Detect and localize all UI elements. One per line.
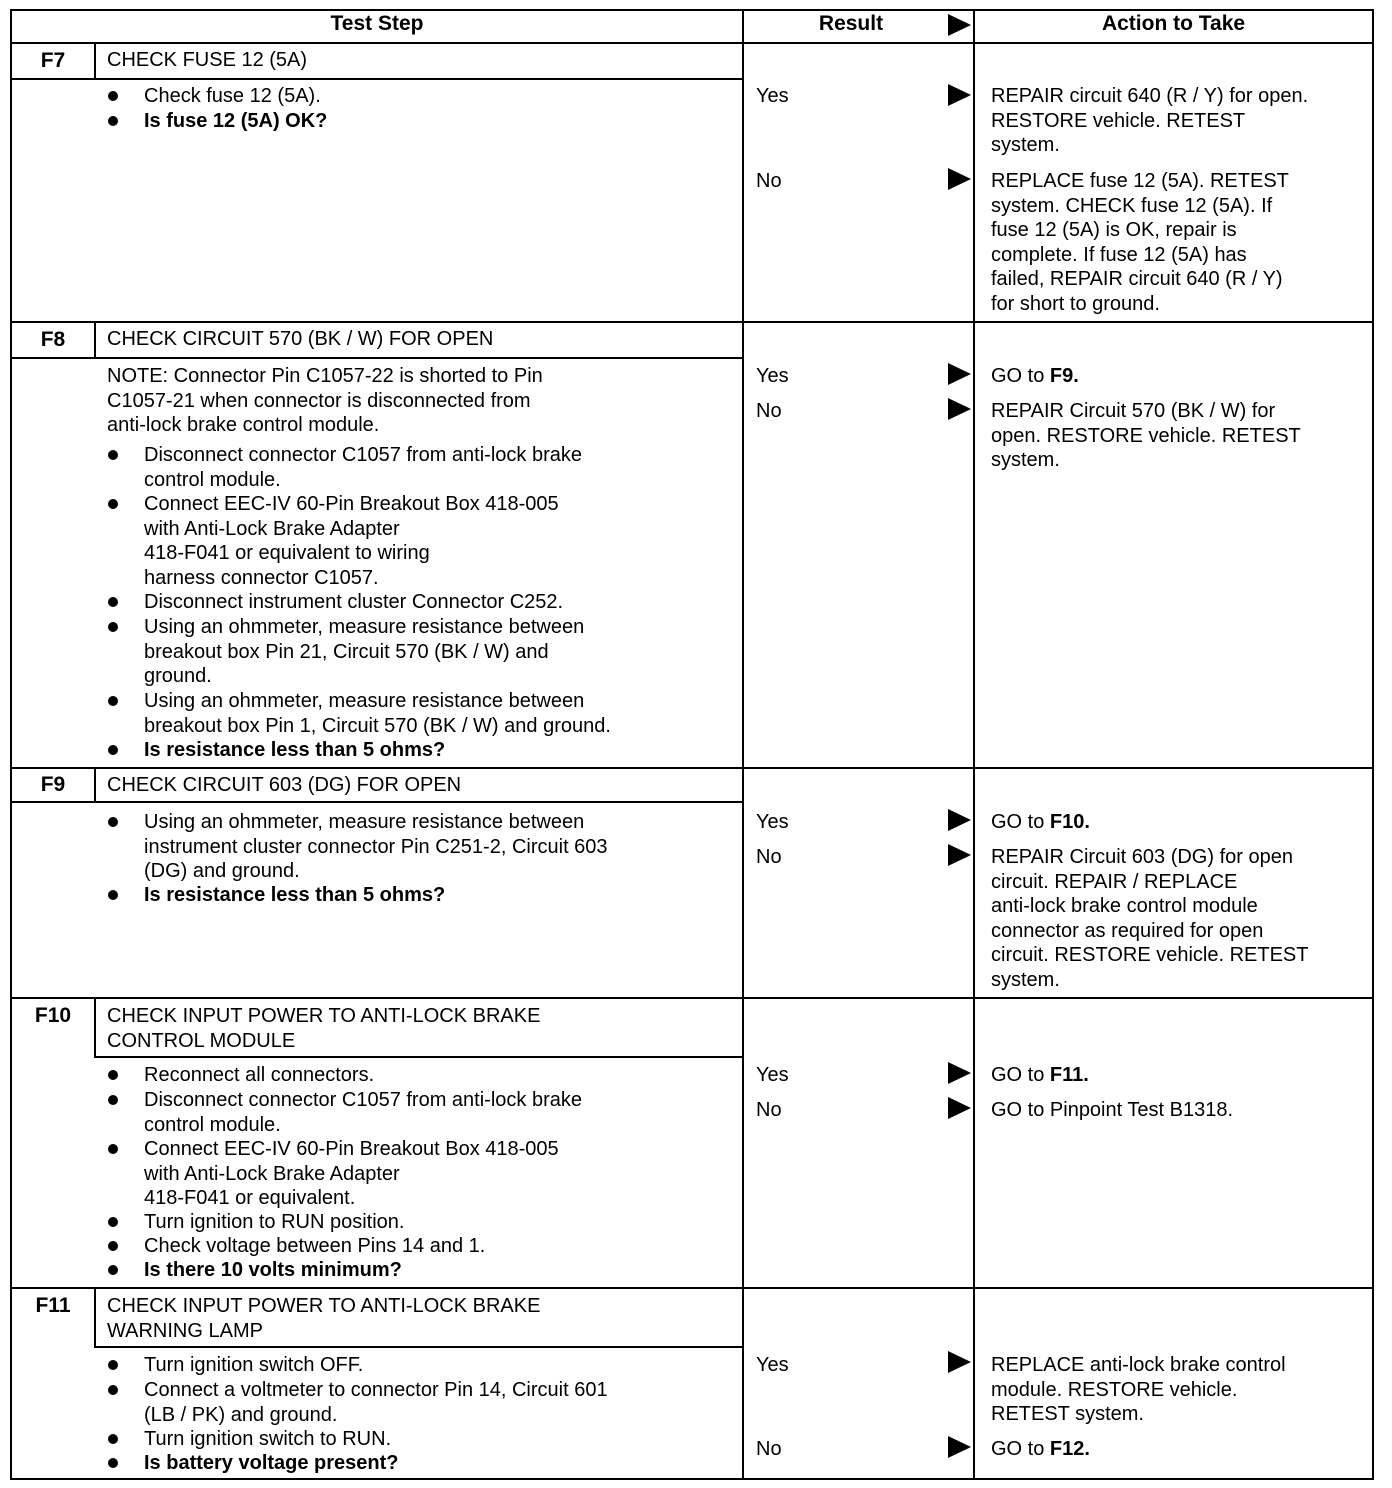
step-question: Is resistance less than 5 ohms? xyxy=(144,884,446,906)
step-question: Is resistance less than 5 ohms? xyxy=(144,739,446,761)
arrow-icon xyxy=(948,844,971,866)
action-step-ref: F10. xyxy=(1049,811,1090,833)
step-id-f9: F9 xyxy=(40,773,66,796)
step-text: with Anti-Lock Brake Adapter xyxy=(144,517,400,540)
step-text: Disconnect connector C1057 from anti-lock brake xyxy=(144,444,582,466)
step-text: Using an ohmmeter, measure resistance between xyxy=(144,690,585,712)
step-text: Disconnect connector C1057 from anti-lock brake xyxy=(144,1089,582,1111)
action-text: connector as required for open xyxy=(991,919,1264,942)
step-note: NOTE: Connector Pin C1057-22 is shorted to Pin xyxy=(107,365,543,387)
action-text: GO to Pinpoint Test B1318. xyxy=(991,1099,1234,1121)
action-text xyxy=(991,364,1079,389)
step-text: Connect EEC-IV 60-Pin Breakout Box 418-005 xyxy=(144,493,559,515)
table-border-left xyxy=(10,9,12,1480)
action-text: REPAIR circuit 640 (R / Y) for open. xyxy=(991,85,1309,107)
bullet-icon xyxy=(108,622,118,632)
result-yes: Yes xyxy=(756,1354,789,1376)
step-text: instrument cluster connector Pin C251-2, Circuit 603 xyxy=(144,835,608,858)
action-prefix: GO to xyxy=(991,1438,1050,1460)
title-box-bottom xyxy=(94,1056,744,1058)
bullet-icon xyxy=(108,890,118,900)
action-text: system. xyxy=(991,449,1060,471)
arrow-icon xyxy=(948,363,971,385)
step-text: harness connector C1057. xyxy=(144,566,379,589)
result-no: No xyxy=(756,1438,782,1460)
step-text: Using an ohmmeter, measure resistance between xyxy=(144,616,585,638)
id-separator xyxy=(94,321,96,359)
step-id-f7: F7 xyxy=(40,49,66,72)
table-border-right xyxy=(1372,9,1374,1480)
result-no: No xyxy=(756,400,782,422)
arrow-icon xyxy=(948,398,971,420)
action-text: REPAIR Circuit 570 (BK / W) for xyxy=(991,400,1276,422)
action-text: fuse 12 (5A) is OK, repair is xyxy=(991,219,1237,241)
action-text: failed, REPAIR circuit 640 (R / Y) xyxy=(991,268,1283,290)
step-question: Is there 10 volts minimum? xyxy=(144,1259,402,1281)
action-text: for short to ground. xyxy=(991,292,1160,315)
bullet-icon xyxy=(108,1095,118,1105)
step-text: Turn ignition to RUN position. xyxy=(144,1211,405,1233)
arrow-icon xyxy=(948,168,971,190)
bullet-icon xyxy=(108,91,118,101)
arrow-icon xyxy=(948,809,971,831)
action-text: REPLACE anti-lock brake control xyxy=(991,1354,1286,1376)
table-border-bottom xyxy=(10,1478,1374,1480)
bullet-icon xyxy=(108,1385,118,1395)
action-text: REPLACE fuse 12 (5A). RETEST xyxy=(991,170,1289,192)
action-text: REPAIR Circuit 603 (DG) for open xyxy=(991,846,1293,868)
step-text: breakout box Pin 1, Circuit 570 (BK / W) and ground. xyxy=(144,714,611,737)
action-text: system. xyxy=(991,134,1060,156)
step-note: anti-lock brake control module. xyxy=(107,414,380,436)
step-text: 418-F041 or equivalent to wiring xyxy=(144,542,430,564)
arrow-icon xyxy=(948,1436,971,1458)
action-text: RESTORE vehicle. RETEST xyxy=(991,109,1246,132)
arrow-icon xyxy=(948,84,971,106)
result-yes: Yes xyxy=(756,85,789,107)
step-id-f10: F10 xyxy=(34,1004,72,1027)
step-id-f8: F8 xyxy=(40,328,66,351)
step-text: Check voltage between Pins 14 and 1. xyxy=(144,1235,486,1257)
title-box-bottom xyxy=(94,78,744,80)
step-title-f9: CHECK CIRCUIT 603 (DG) FOR OPEN xyxy=(107,774,462,796)
step-question: Is battery voltage present? xyxy=(144,1452,399,1474)
step-id-f11: F11 xyxy=(35,1294,71,1317)
header-divider xyxy=(10,42,1374,44)
step-text: control module. xyxy=(144,468,281,491)
result-no: No xyxy=(756,170,782,192)
result-yes: Yes xyxy=(756,811,789,833)
arrow-icon xyxy=(948,14,971,36)
step-text: Turn ignition switch to RUN. xyxy=(144,1428,392,1450)
bullet-icon xyxy=(108,696,118,706)
step-title-f11: CHECK INPUT POWER TO ANTI-LOCK BRAKE xyxy=(107,1295,541,1317)
step-text: Disconnect instrument cluster Connector C252. xyxy=(144,591,564,613)
action-text: circuit. REPAIR / REPLACE xyxy=(991,870,1238,893)
arrow-icon xyxy=(948,1351,971,1373)
step-text: Check fuse 12 (5A). xyxy=(144,85,321,107)
row-divider xyxy=(10,321,1374,323)
header-action: Action to Take xyxy=(1101,12,1246,35)
action-step-ref: F11. xyxy=(1049,1064,1089,1086)
action-prefix: GO to xyxy=(991,811,1050,833)
step-title-f10: CONTROL MODULE xyxy=(107,1029,296,1052)
title-box-bottom xyxy=(10,801,744,803)
action-step-ref: F9. xyxy=(1049,365,1079,387)
step-text: breakout box Pin 21, Circuit 570 (BK / W) and xyxy=(144,640,549,663)
column-divider-result xyxy=(742,9,744,1480)
result-yes: Yes xyxy=(756,365,789,387)
row-divider xyxy=(10,1287,1374,1289)
bullet-icon xyxy=(108,1265,118,1275)
row-divider xyxy=(10,997,1374,999)
bullet-icon xyxy=(108,1070,118,1080)
title-box-bottom xyxy=(10,357,744,359)
step-text: Reconnect all connectors. xyxy=(144,1064,375,1086)
step-text: Connect EEC-IV 60-Pin Breakout Box 418-005 xyxy=(144,1138,559,1160)
action-text xyxy=(991,810,1090,835)
step-text: Connect a voltmeter to connector Pin 14, Circuit 601 xyxy=(144,1379,608,1401)
step-text: control module. xyxy=(144,1113,281,1136)
action-text: circuit. RESTORE vehicle. RETEST xyxy=(991,944,1309,966)
step-question: Is fuse 12 (5A) OK? xyxy=(144,110,328,132)
arrow-icon xyxy=(948,1062,971,1084)
bullet-icon xyxy=(108,1458,118,1468)
action-text: system. xyxy=(991,968,1060,991)
bullet-icon xyxy=(108,116,118,126)
step-text: (LB / PK) and ground. xyxy=(144,1403,338,1426)
step-text: 418-F041 or equivalent. xyxy=(144,1187,356,1209)
bullet-icon xyxy=(108,1360,118,1370)
id-separator xyxy=(94,997,96,1058)
action-text xyxy=(991,1063,1089,1088)
column-divider-action xyxy=(973,9,975,1480)
step-text: with Anti-Lock Brake Adapter xyxy=(144,1162,400,1185)
step-text: Turn ignition switch OFF. xyxy=(144,1354,364,1376)
step-title-f10: CHECK INPUT POWER TO ANTI-LOCK BRAKE xyxy=(107,1005,541,1027)
row-divider xyxy=(10,767,1374,769)
action-text: RETEST system. xyxy=(991,1403,1144,1425)
step-text: ground. xyxy=(144,665,212,687)
step-title-f11: WARNING LAMP xyxy=(107,1319,263,1342)
action-prefix: GO to xyxy=(991,1064,1050,1086)
action-prefix: GO to xyxy=(991,365,1050,387)
bullet-icon xyxy=(108,450,118,460)
action-text xyxy=(991,1437,1090,1462)
step-text: Using an ohmmeter, measure resistance between xyxy=(144,811,585,833)
action-text: module. RESTORE vehicle. xyxy=(991,1378,1238,1401)
action-text: complete. If fuse 12 (5A) has xyxy=(991,243,1247,266)
arrow-icon xyxy=(948,1097,971,1119)
step-title-f7: CHECK FUSE 12 (5A) xyxy=(107,49,308,71)
step-title-f8: CHECK CIRCUIT 570 (BK / W) FOR OPEN xyxy=(107,328,494,350)
header-result: Result xyxy=(818,12,884,35)
action-text: open. RESTORE vehicle. RETEST xyxy=(991,424,1301,447)
result-yes: Yes xyxy=(756,1064,789,1086)
bullet-icon xyxy=(108,1217,118,1227)
step-note: C1057-21 when connector is disconnected from xyxy=(107,389,531,412)
bullet-icon xyxy=(108,499,118,509)
bullet-icon xyxy=(108,1241,118,1251)
bullet-icon xyxy=(108,1144,118,1154)
action-text: system. CHECK fuse 12 (5A). If xyxy=(991,194,1273,217)
result-no: No xyxy=(756,846,782,868)
action-step-ref: F12. xyxy=(1049,1438,1090,1460)
title-box-bottom xyxy=(94,1346,744,1348)
bullet-icon xyxy=(108,745,118,755)
step-text: (DG) and ground. xyxy=(144,860,300,882)
bullet-icon xyxy=(108,817,118,827)
bullet-icon xyxy=(108,1434,118,1444)
bullet-icon xyxy=(108,597,118,607)
action-text: anti-lock brake control module xyxy=(991,895,1258,917)
result-no: No xyxy=(756,1099,782,1121)
id-separator xyxy=(94,42,96,80)
header-test-step: Test Step xyxy=(330,12,424,35)
id-separator xyxy=(94,1287,96,1348)
id-separator xyxy=(94,767,96,803)
